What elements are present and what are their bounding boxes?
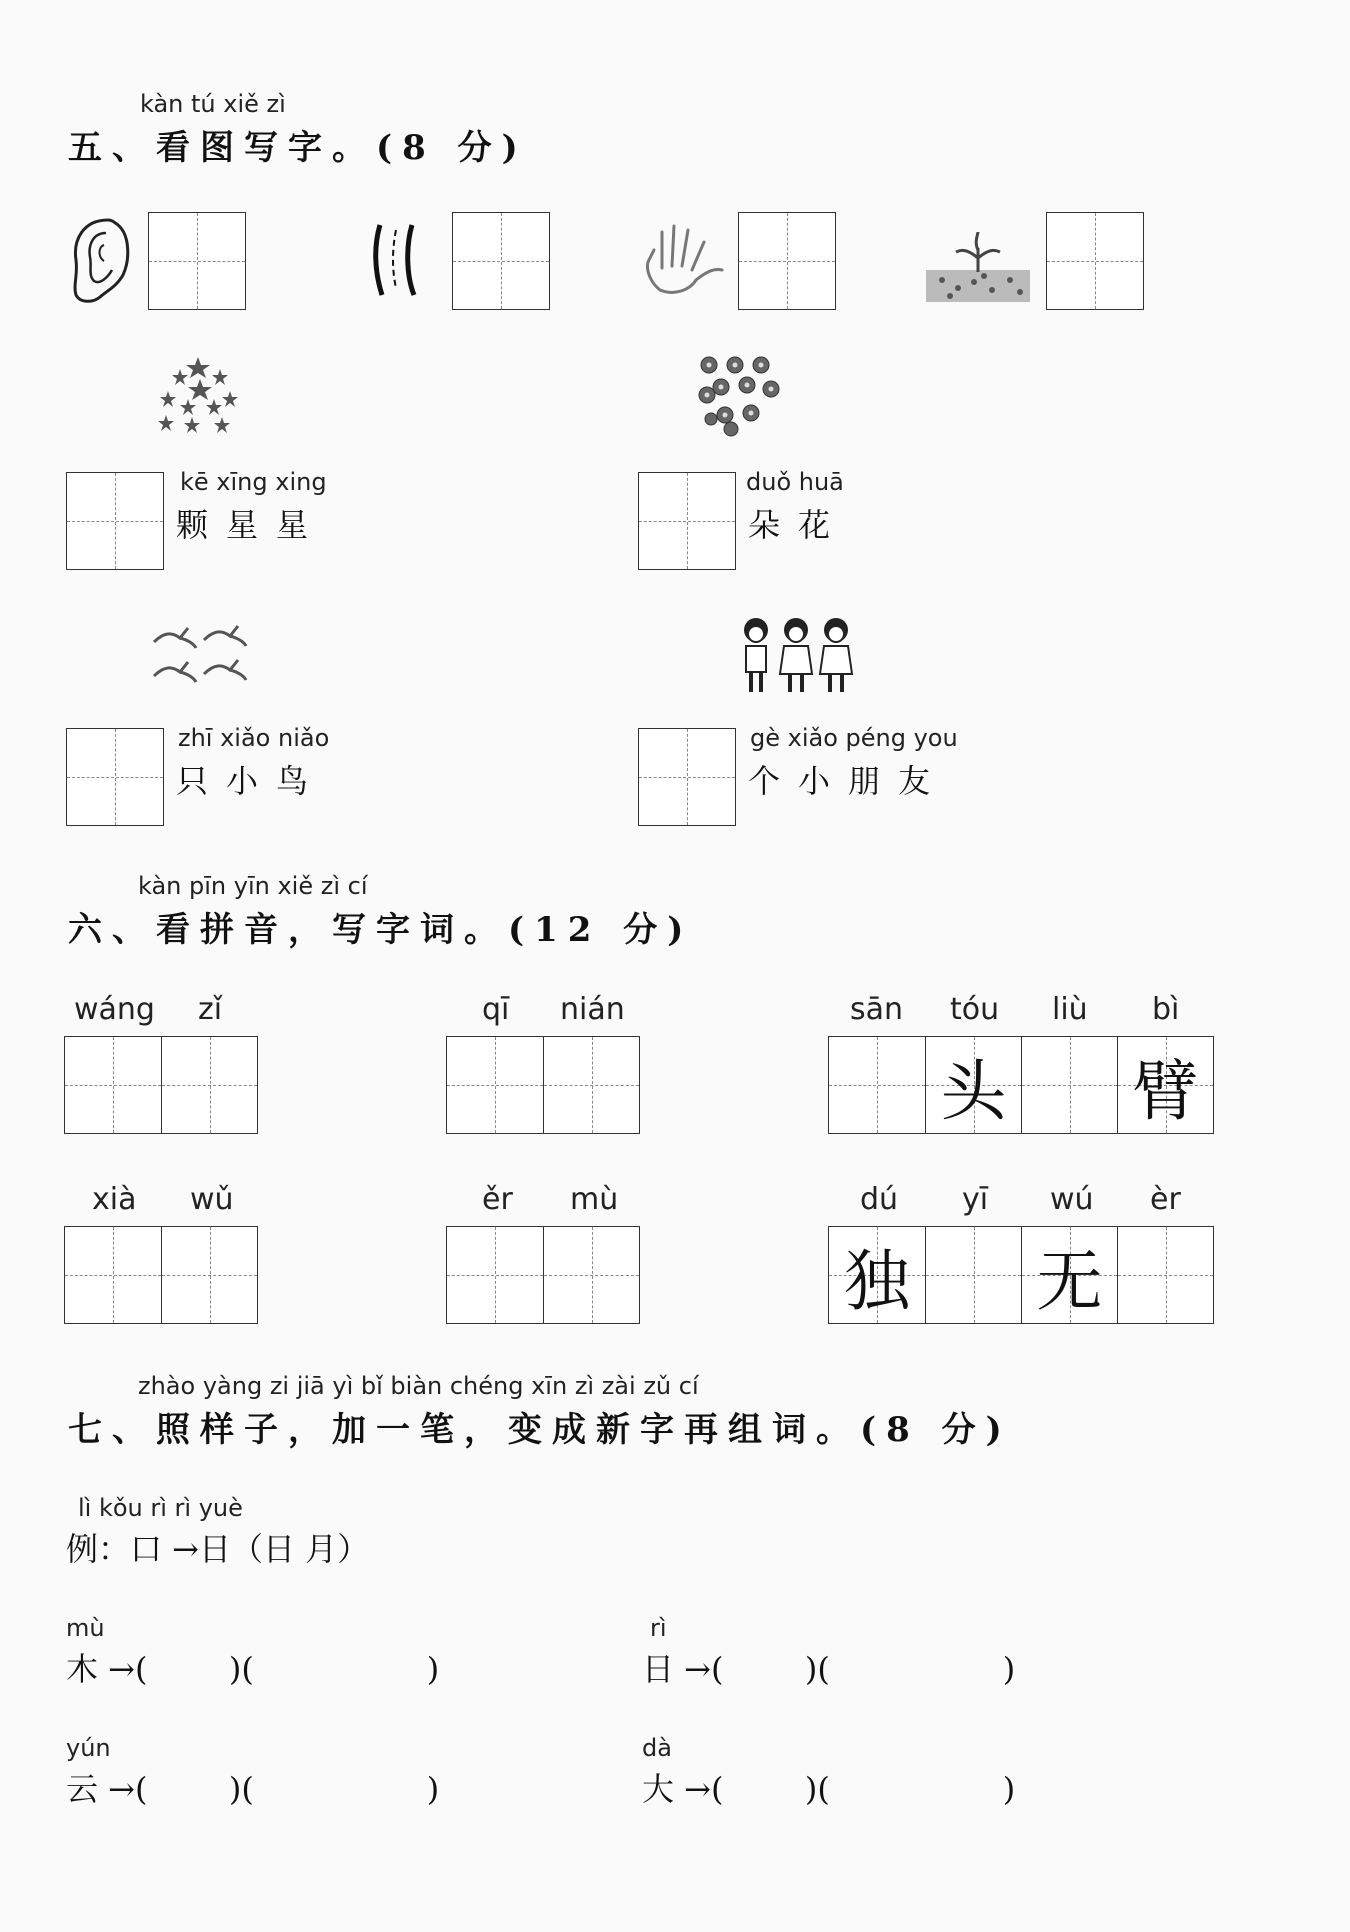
item-pinyin: dà — [642, 1734, 672, 1762]
given-char: 臂 — [1132, 1052, 1199, 1130]
field-sprout-icon — [922, 228, 1034, 304]
syllable: ěr — [482, 1182, 513, 1217]
item-pinyin: zhī xiǎo niǎo — [178, 724, 330, 752]
ear-icon — [68, 215, 134, 305]
item-pinyin: gè xiǎo péng you — [750, 724, 958, 752]
syllable: èr — [1150, 1182, 1181, 1217]
pinyin-write-grid[interactable] — [446, 1036, 640, 1134]
syllable: qī — [482, 992, 510, 1027]
hand-icon — [640, 220, 726, 296]
add-stroke-line[interactable]: 大 →( )( ) — [642, 1770, 1016, 1808]
pinyin-write-grid[interactable] — [446, 1226, 640, 1324]
syllable: wú — [1050, 1182, 1094, 1217]
pinyin-write-grid[interactable] — [64, 1036, 258, 1134]
section7-heading: 七、照样子，加一笔，变成新字再组词。(8 分) — [68, 1410, 1012, 1450]
given-char — [65, 1037, 161, 1133]
item-pinyin: yún — [66, 1734, 111, 1762]
syllable: liù — [1052, 992, 1088, 1027]
pinyin-write-grid[interactable] — [828, 1036, 1214, 1134]
pinyin-write-grid[interactable] — [64, 1226, 258, 1324]
write-box[interactable] — [738, 212, 836, 310]
section7-pinyin: zhào yàng zi jiā yì bǐ biàn chéng xīn zì zài zǔ cí — [138, 1372, 699, 1400]
syllable: wáng — [74, 992, 155, 1027]
given-char: 头 — [940, 1052, 1007, 1130]
write-box[interactable] — [452, 212, 550, 310]
item-word: 个小朋友 — [748, 762, 949, 800]
given-char — [162, 1037, 257, 1133]
section5-heading: 五、看图写字。(8 分) — [68, 128, 528, 168]
write-box[interactable] — [638, 472, 736, 570]
write-box[interactable] — [1046, 212, 1144, 310]
write-box[interactable] — [66, 728, 164, 826]
write-box[interactable] — [66, 472, 164, 570]
section6-pinyin: kàn pīn yīn xiě zì cí — [138, 872, 368, 900]
given-char — [544, 1037, 639, 1133]
given-char — [926, 1227, 1021, 1323]
syllable: wǔ — [190, 1182, 234, 1217]
syllable: bì — [1152, 992, 1180, 1027]
given-char — [447, 1037, 543, 1133]
example-pinyin: lì kǒu rì rì yuè — [78, 1494, 243, 1522]
add-stroke-line[interactable]: 日 →( )( ) — [642, 1650, 1016, 1688]
example-line: 例：口 →日（日 月） — [66, 1530, 370, 1568]
item-word: 只小鸟 — [176, 762, 327, 800]
syllable: xià — [92, 1182, 137, 1217]
item-pinyin: kē xīng xing — [180, 468, 327, 496]
children-icon — [738, 616, 858, 696]
given-char — [544, 1227, 639, 1323]
write-box[interactable] — [148, 212, 246, 310]
birds-icon — [150, 618, 250, 690]
item-word: 朵花 — [748, 506, 849, 544]
river-icon — [370, 220, 420, 300]
given-char — [1118, 1227, 1213, 1323]
given-char — [1022, 1037, 1117, 1133]
syllable: tóu — [950, 992, 1000, 1027]
syllable: dú — [860, 1182, 899, 1217]
section5-pinyin: kàn tú xiě zì — [140, 90, 286, 118]
add-stroke-line[interactable]: 木 →( )( ) — [66, 1650, 440, 1688]
given-char — [447, 1227, 543, 1323]
given-char — [829, 1037, 925, 1133]
stars-icon — [152, 355, 244, 435]
syllable: yī — [962, 1182, 989, 1217]
syllable: sān — [850, 992, 904, 1027]
item-pinyin: mù — [66, 1614, 105, 1642]
syllable: mù — [570, 1182, 619, 1217]
given-char — [65, 1227, 161, 1323]
write-box[interactable] — [638, 728, 736, 826]
add-stroke-line[interactable]: 云 →( )( ) — [66, 1770, 440, 1808]
pinyin-write-grid[interactable] — [828, 1226, 1214, 1324]
item-pinyin: duǒ huā — [746, 468, 844, 496]
given-char: 无 — [1036, 1242, 1103, 1320]
given-char — [162, 1227, 257, 1323]
syllable: zǐ — [198, 992, 223, 1027]
item-word: 颗星星 — [176, 506, 327, 544]
section6-heading: 六、看拼音，写字词。(12 分) — [68, 910, 694, 950]
item-pinyin: rì — [650, 1614, 667, 1642]
given-char: 独 — [844, 1242, 910, 1320]
flowers-icon — [695, 355, 785, 437]
syllable: nián — [560, 992, 625, 1027]
